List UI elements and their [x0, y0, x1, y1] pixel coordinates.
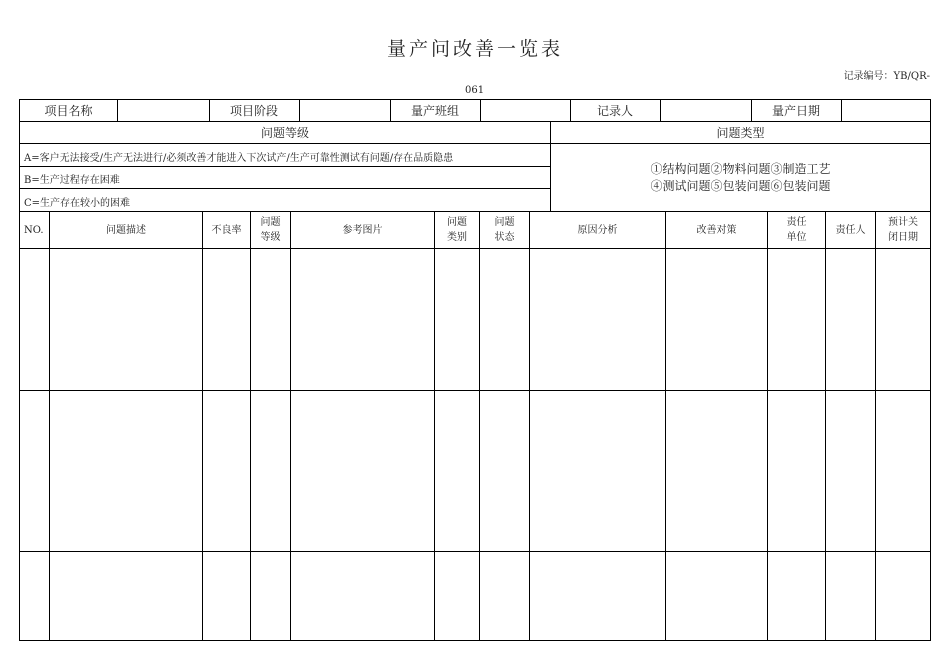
col-description-header: 问题描述: [106, 224, 146, 236]
divider: [841, 100, 842, 121]
col-level-line-1: 问题: [260, 217, 281, 228]
divider: [434, 211, 435, 641]
record-number-suffix: 061: [465, 85, 485, 96]
divider: [660, 100, 661, 121]
divider: [529, 211, 530, 641]
col-close-date-line-1: 预计关: [888, 217, 918, 228]
col-category-line-1: 问题: [447, 217, 467, 228]
divider: [20, 166, 550, 167]
level-b-text: B=生产过程存在困难: [24, 175, 120, 186]
recorder-label: 记录人: [596, 104, 633, 118]
col-status-line-2: 状态: [494, 232, 515, 243]
col-close-date-line-2: 闭日期: [888, 232, 918, 243]
col-category-line-2: 类别: [447, 232, 467, 243]
col-ref-image-header: 参考图片: [342, 224, 383, 236]
divider: [767, 211, 768, 641]
divider: [117, 100, 118, 121]
record-number-label: 记录编号：YB/QR-: [843, 71, 930, 82]
col-dept-header: [768, 212, 825, 248]
col-dept-line-1: 责任: [786, 217, 807, 228]
col-defect-rate-header: 不良率: [211, 224, 242, 236]
divider: [20, 248, 930, 249]
divider: [290, 211, 291, 641]
project-stage-label: 项目阶段: [229, 104, 278, 118]
issue-level-heading: 问题等级: [260, 126, 309, 140]
divider: [20, 143, 930, 144]
issue-type-heading: 问题类型: [716, 126, 765, 140]
divider: [20, 188, 550, 189]
level-c-text: C=生产存在较小的困难: [24, 198, 131, 209]
divider: [20, 551, 930, 552]
page-title: 量产问改善一览表: [386, 38, 563, 60]
divider: [299, 100, 300, 121]
issue-types-line-1: ①结构问题②物料问题③制造工艺: [650, 162, 831, 176]
col-status-line-1: 问题: [494, 217, 515, 228]
divider: [20, 390, 930, 391]
divider: [665, 211, 666, 641]
col-no-header: NO.: [24, 224, 44, 236]
col-level-header: [251, 212, 290, 248]
project-name-label: 项目名称: [44, 104, 93, 118]
mass-production-team-label: 量产班组: [410, 104, 459, 118]
divider: [825, 211, 826, 641]
divider: [480, 100, 481, 121]
col-dept-line-2: 单位: [786, 232, 807, 243]
col-category-header: [435, 212, 479, 248]
col-cause-header: 原因分析: [577, 224, 618, 236]
issue-types-line-2: ④测试问题⑤包装问题⑥包装问题: [650, 179, 831, 193]
divider: [202, 211, 203, 641]
col-close-date-header: [876, 212, 930, 248]
col-status-header: [480, 212, 529, 248]
level-a-text: A=客户无法接受/生产无法进行/必须改善才能进入下次试产/生产可靠性测试有问题/存在品质隐患: [24, 153, 454, 164]
col-owner-header: 责任人: [835, 224, 866, 236]
divider: [49, 211, 50, 641]
col-level-line-2: 等级: [260, 232, 281, 243]
mass-production-date-label: 量产日期: [771, 104, 820, 118]
issue-types-list: [551, 161, 930, 195]
divider: [479, 211, 480, 641]
divider: [875, 211, 876, 641]
issue-table: [19, 99, 931, 641]
divider: [250, 211, 251, 641]
col-countermeasure-header: 改善对策: [696, 224, 737, 236]
